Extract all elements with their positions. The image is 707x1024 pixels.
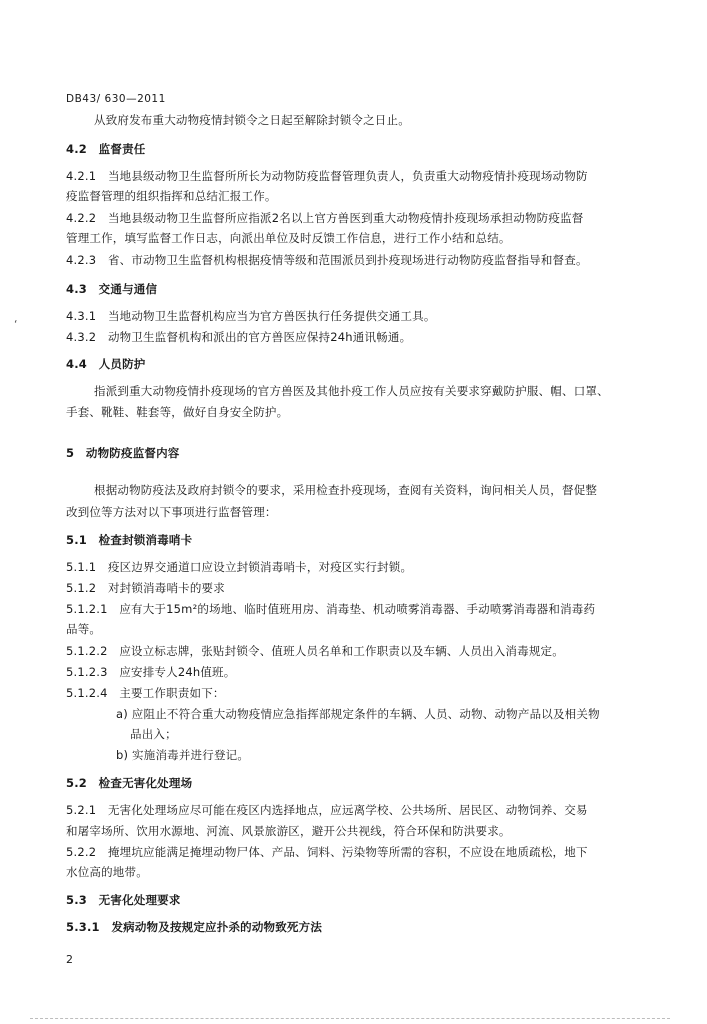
section-heading: 4.2 监督责任 [66, 142, 146, 156]
subsection-heading: 5.3.1 发病动物及按规定应扑杀的动物致死方法 [66, 920, 323, 934]
paragraph-line: 5.2.1 无害化处理场应尽可能在疫区内选择地点，应远离学校、公共场所、居民区、动物饲养、交易 [66, 803, 588, 817]
paragraph-line: 指派到重大动物疫情扑疫现场的官方兽医及其他扑疫工作人员应按有关要求穿戴防护服、帽、口罩、 [94, 384, 609, 398]
paragraph-line: 4.3.1 当地动物卫生监督机构应当为官方兽医执行任务提供交通工具。 [66, 309, 436, 323]
paragraph-line: 和屠宰场所、饮用水源地、河流、风景旅游区，避开公共视线，符合环保和防洪要求。 [66, 824, 511, 838]
section-heading: 5.1 检查封锁消毒哨卡 [66, 533, 193, 547]
section-heading: 5.2 检查无害化处理场 [66, 776, 193, 790]
section-heading: 5.3 无害化处理要求 [66, 893, 181, 907]
document-code: DB43/ 630—2011 [66, 93, 166, 105]
paragraph-line: 手套、靴鞋、鞋套等，做好自身安全防护。 [66, 405, 289, 419]
paragraph-line: 品等。 [66, 622, 102, 636]
paragraph-line: 根据动物防疫法及政府封锁令的要求，采用检查扑疫现场，查阅有关资料，询问相关人员，督促整 [94, 483, 598, 497]
paragraph-line: 5.1.2.2 应设立标志牌，张贴封锁令、值班人员名单和工作职责以及车辆、人员出入消毒规定。 [66, 644, 564, 658]
paragraph-line: 4.2.2 当地县级动物卫生监督所应指派2名以上官方兽医到重大动物疫情扑疫现场承担动物防疫监督 [66, 211, 584, 225]
paragraph-line: 管理工作，填写监督工作日志，向派出单位及时反馈工作信息，进行工作小结和总结。 [66, 231, 511, 245]
paragraph-line: 疫监督管理的组织指挥和总结汇报工作。 [66, 189, 277, 203]
paragraph-line: 5.1.2.4 主要工作职责如下： [66, 686, 225, 700]
paragraph-line: 4.3.2 动物卫生监督机构和派出的官方兽医应保持24h通讯畅通。 [66, 330, 412, 344]
list-item: b) 实施消毒并进行登记。 [116, 748, 250, 762]
paragraph-line: 4.2.3 省、市动物卫生监督机构根据疫情等级和范围派员到扑疫现场进行动物防疫监督指导和督查。 [66, 253, 588, 267]
paragraph-line: 5.1.2.3 应安排专人24h值班。 [66, 665, 236, 679]
paragraph-line: 水位高的地带。 [66, 865, 148, 879]
paragraph-line: 4.2.1 当地县级动物卫生监督所所长为动物防疫监督管理负责人，负责重大动物疫情扑疫现场动物防 [66, 169, 588, 183]
paragraph-line: 5.2.2 掩埋坑应能满足掩埋动物尸体、产品、饲料、污染物等所需的容积，不应设在地质疏松，地下 [66, 845, 588, 859]
section-heading: 5 动物防疫监督内容 [66, 446, 180, 460]
paragraph-line: 5.1.2 对封锁消毒哨卡的要求 [66, 581, 225, 595]
paragraph-line: 改到位等方法对以下事项进行监督管理： [66, 505, 277, 519]
paragraph-line: 从致府发布重大动物疫情封锁令之日起至解除封锁令之日止。 [94, 113, 410, 127]
paragraph-line: 5.1.2.1 应有大于15m²的场地、临时值班用房、消毒垫、机动喷雾消毒器、手动喷雾消毒器和消毒药 [66, 602, 596, 616]
section-heading: 4.3 交通与通信 [66, 282, 158, 296]
page-number: 2 [66, 953, 74, 966]
section-heading: 4.4 人员防护 [66, 357, 146, 371]
scan-mark: ‘ [14, 318, 18, 331]
list-item-continuation: 品出入； [130, 727, 177, 741]
list-item: a) 应阻止不符合重大动物疫情应急指挥部规定条件的车辆、人员、动物、动物产品以及相关物 [116, 707, 600, 721]
paragraph-line: 5.1.1 疫区边界交通道口应设立封锁消毒哨卡，对疫区实行封锁。 [66, 560, 413, 574]
scan-edge-line [30, 1018, 670, 1020]
